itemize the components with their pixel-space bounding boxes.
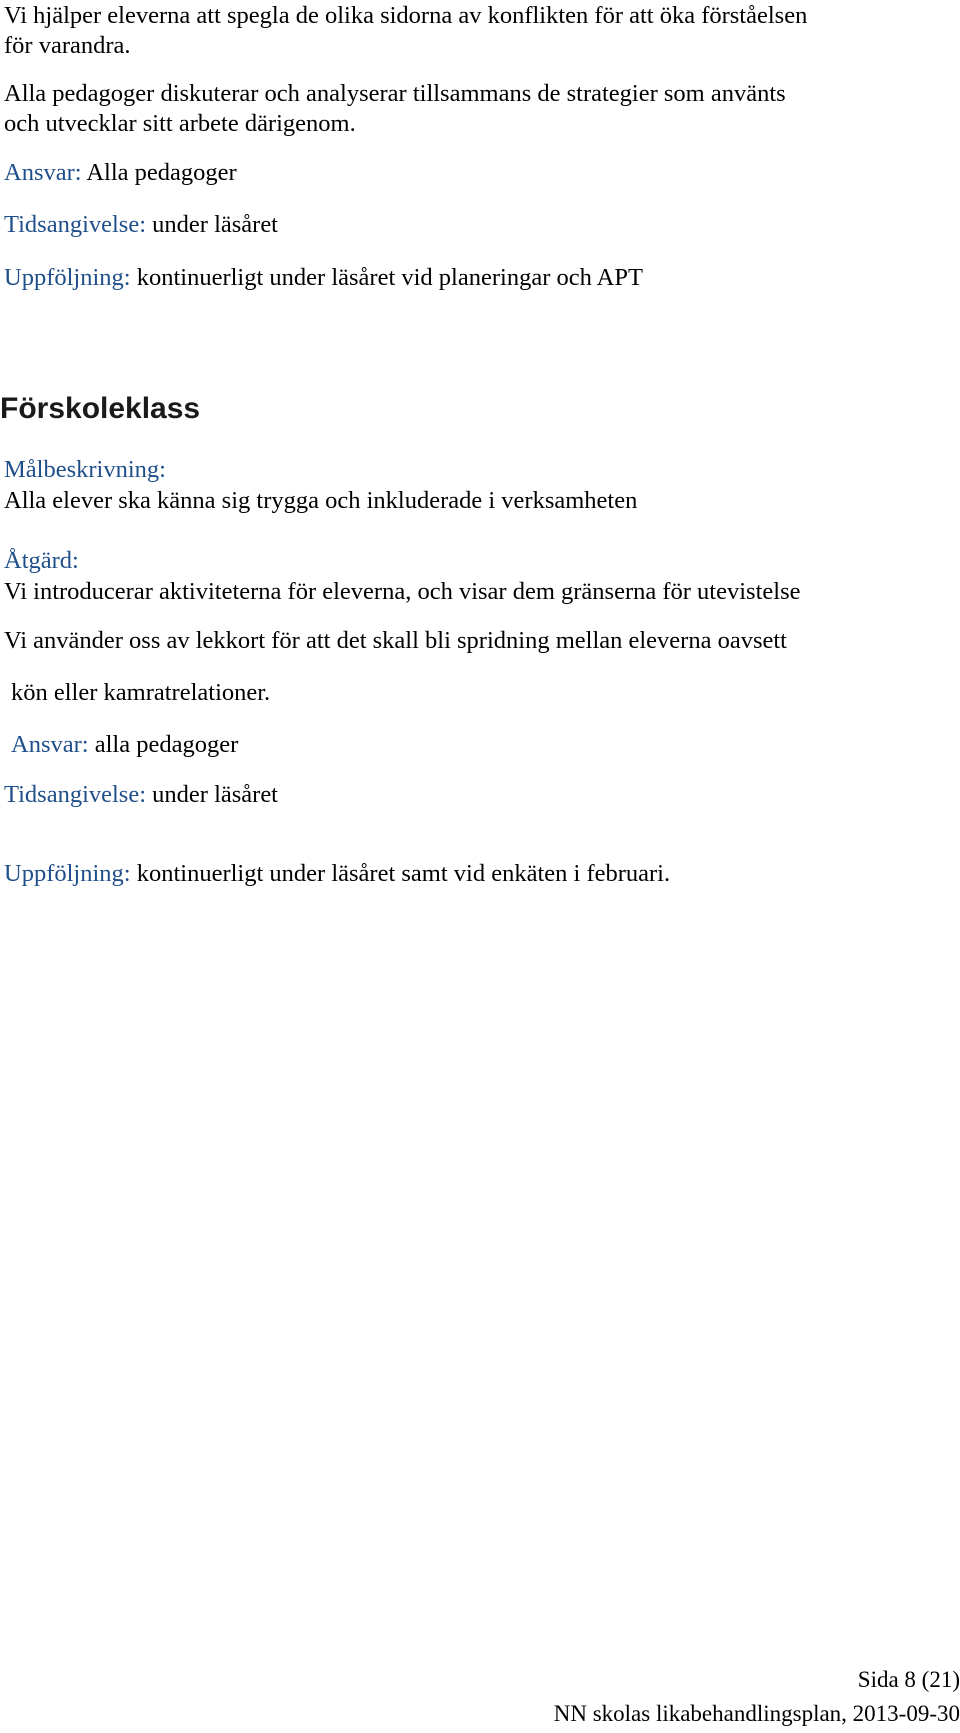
section-ansvar-label: Ansvar: (11, 731, 89, 758)
section-ansvar-value: alla pedagoger (88, 731, 239, 758)
uppfoljning-label: Uppföljning: (4, 264, 131, 291)
intro-line-4: och utvecklar sitt arbete därigenom. (4, 110, 356, 137)
section-tidsangivelse-label: Tidsangivelse: (4, 781, 147, 808)
ansvar-value: Alla pedagoger (81, 159, 237, 186)
document-footer: NN skolas likabehandlingsplan, 2013-09-30 (553, 1701, 960, 1726)
intro-line-1: Vi hjälper eleverna att spegla de olika sidorna av konflikten för att öka förståelsen (4, 2, 808, 29)
uppfoljning-row (4, 264, 643, 292)
page-number: Sida 8 (21) (857, 1667, 960, 1692)
atgard-line-1: Vi introducerar aktiviteterna för eleverna, och visar dem gränserna för utevistelse (4, 578, 801, 605)
section-heading: Förskoleklass (0, 392, 201, 425)
intro-line-2: för varandra. (4, 32, 131, 59)
section-ansvar-row (11, 731, 238, 759)
section-uppfoljning-label: Uppföljning: (4, 860, 131, 887)
tidsangivelse-label: Tidsangivelse: (4, 211, 147, 238)
atgard-line-2: Vi använder oss av lekkort för att det skall bli spridning mellan eleverna oavsett (4, 627, 787, 654)
malbeskrivning-text: Alla elever ska känna sig trygga och inkluderade i verksamheten (4, 487, 638, 514)
section-tidsangivelse-value: under läsåret (146, 781, 278, 808)
ansvar-label: Ansvar: (4, 159, 82, 186)
ansvar-row (4, 159, 237, 187)
malbeskrivning-label: Målbeskrivning: (4, 456, 166, 483)
uppfoljning-value: kontinuerligt under läsåret vid planeringar och APT (130, 264, 643, 291)
atgard-label: Åtgärd: (4, 547, 79, 574)
atgard-line-3: kön eller kamratrelationer. (11, 679, 271, 706)
tidsangivelse-value: under läsåret (146, 211, 278, 238)
intro-line-3: Alla pedagoger diskuterar och analyserar tillsammans de strategier som använts (4, 80, 786, 107)
section-uppfoljning-row (4, 860, 670, 888)
section-uppfoljning-value: kontinuerligt under läsåret samt vid enkäten i februari. (130, 860, 671, 887)
tidsangivelse-row (4, 211, 278, 239)
section-tidsangivelse-row (4, 781, 278, 809)
